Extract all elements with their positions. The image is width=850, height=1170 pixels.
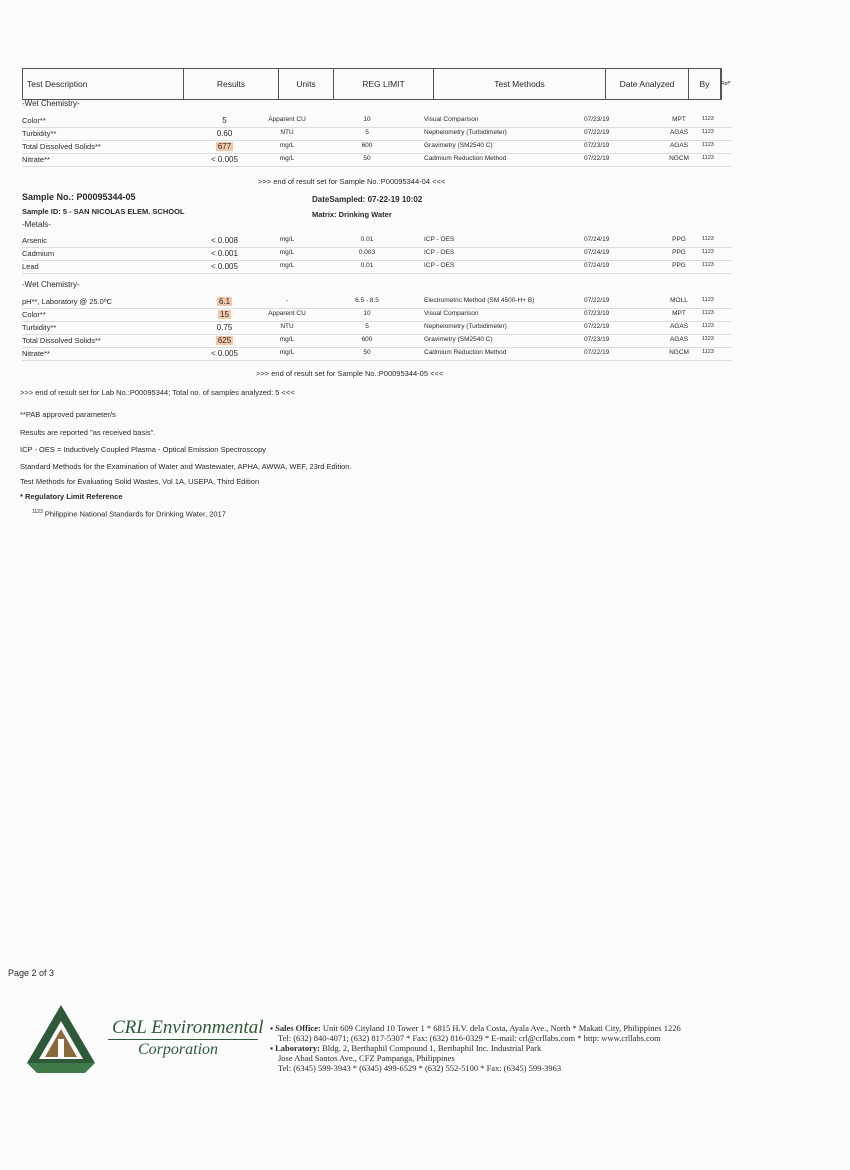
sales-address: Unit 609 Cityland 10 Tower 1 * 6815 H.V. dela Costa, Ayala Ave., North * Makati City, Philippines 1226 (322, 1023, 681, 1033)
cell-ref: 1123 (702, 129, 714, 135)
cell-result: < 0.001 (211, 249, 238, 258)
highlighted-result: 6.1 (218, 297, 231, 306)
col-reg-limit: REG LIMIT (333, 69, 433, 99)
cell-method: ICP - OES (424, 236, 455, 243)
cell-by: PPG (672, 262, 686, 269)
table-row (22, 234, 732, 248)
cell-ref: 1123 (702, 336, 714, 342)
crl-logo-icon (25, 1003, 97, 1075)
cell-ref: 1123 (702, 262, 714, 268)
cell-by: NGCM (669, 349, 689, 356)
cell-by: PPG (672, 249, 686, 256)
cell-by: AGAS (669, 129, 689, 136)
cell-test: Color** (22, 116, 46, 125)
cell-method: ICP - OES (424, 249, 455, 256)
date-sampled: DateSampled: 07-22-19 10:02 (312, 195, 423, 204)
col-by: By (688, 69, 720, 99)
table-row (22, 247, 732, 261)
cell-result (202, 297, 247, 306)
col-test-description: Test Description (27, 79, 88, 89)
section-metals: -Metals- (22, 220, 51, 229)
lab-address: Bldg. 2, Berthaphil Compound 1, Berthaphil Inc. Industrial Park (322, 1043, 542, 1053)
lab-label: Laboratory: (275, 1043, 320, 1053)
cell-method: Nephelometry (Turbidimeter) (424, 129, 507, 136)
lab-end-note: >>> end of result set for Lab No.:P00095344; Total no. of samples analyzed: 5 <<< (20, 388, 295, 397)
table-row (22, 140, 732, 154)
cell-result: 0.75 (216, 323, 233, 332)
col-test-methods: Test Methods (433, 69, 605, 99)
cell-date: 07/23/19 (584, 336, 610, 343)
cell-date: 07/22/19 (584, 323, 610, 330)
cell-ref: 1123 (702, 155, 714, 161)
lab-address2: Jose Abad Santos Ave., CFZ Pampanga, Philippines (278, 1053, 455, 1063)
cell-by: AGAS (669, 336, 689, 343)
cell-unit: mg/L (279, 155, 295, 162)
cell-unit: mg/L (279, 236, 295, 243)
cell-test: Nitrate** (22, 155, 50, 164)
cell-method: ICP - OES (424, 262, 455, 269)
sales-office-line: ▪ Sales Office: Unit 609 Cityland 10 Tower 1 * 6815 H.V. dela Costa, Ayala Ave., North * Makati City, Philippines 1226 (270, 1023, 681, 1033)
cell-unit: mg/L (279, 336, 295, 343)
cell-unit: Apparent CU (268, 310, 306, 317)
cell-date: 07/22/19 (584, 155, 610, 162)
note-icp: ICP - OES = Inductively Coupled Plasma - Optical Emission Spectroscopy (20, 445, 267, 454)
table-row (22, 347, 732, 361)
cell-test: Arsenic (22, 236, 48, 245)
col-ref: Ref* (720, 69, 723, 99)
cell-test: Color** (22, 310, 46, 319)
cell-date: 07/22/19 (584, 297, 610, 304)
cell-result: 5 (222, 116, 227, 125)
cell-method: Visual Comparison (424, 310, 479, 317)
col-units: Units (278, 69, 333, 99)
section-wet-chemistry-2: -Wet Chemistry- (22, 280, 80, 289)
cell-test: Cadmium (22, 249, 55, 258)
cell-reg: 5 (365, 129, 369, 136)
col-results: Results (183, 69, 278, 99)
cell-by: AGAS (669, 142, 689, 149)
table-row (22, 308, 732, 322)
cell-date: 07/24/19 (584, 249, 610, 256)
highlighted-result: 677 (217, 142, 232, 151)
reg-ref-line (32, 509, 226, 519)
cell-unit: NTU (280, 323, 294, 330)
cell-result: < 0.005 (211, 349, 238, 358)
cell-result (202, 310, 247, 319)
cell-method: Nephelometry (Turbidimeter) (424, 323, 507, 330)
cell-by: AGAS (669, 323, 689, 330)
logo-divider (108, 1039, 258, 1040)
cell-unit: mg/L (279, 249, 295, 256)
cell-result (202, 336, 247, 345)
col-date-analyzed: Date Analyzed (605, 69, 688, 99)
cell-method: Electrometric Method (SM 4500-H+ B) (424, 297, 535, 304)
cell-method: Gravimetry (SM2540 C) (424, 336, 493, 343)
cell-reg: 50 (363, 349, 371, 356)
cell-reg: 0.01 (360, 262, 374, 269)
cell-reg: 5 (365, 323, 369, 330)
reg-ref-title: * Regulatory Limit Reference (20, 492, 123, 501)
note-basis: Results are reported "as received basis". (20, 428, 156, 437)
cell-reg: 0.01 (360, 236, 374, 243)
cell-test: Total Dissolved Solids** (22, 336, 101, 345)
cell-ref: 1123 (702, 310, 714, 316)
end-note-04: >>> end of result set for Sample No.:P00095344-04 <<< (258, 177, 446, 186)
cell-reg: 50 (363, 155, 371, 162)
cell-test: pH**, Laboratory @ 25.0ºC (22, 297, 112, 306)
sample-no: Sample No.: P00095344-05 (22, 192, 136, 202)
cell-result: < 0.005 (211, 155, 238, 164)
cell-reg: 10 (363, 116, 371, 123)
cell-date: 07/23/19 (584, 142, 610, 149)
page-number: Page 2 of 3 (8, 968, 55, 978)
cell-ref: 1123 (702, 142, 714, 148)
matrix: Matrix: Drinking Water (312, 210, 392, 219)
cell-by: PPG (672, 236, 686, 243)
sales-tel: Tel: (632) 840-4071; (632) 817-5307 * Fax: (632) 816-0329 * E-mail: crl@crllabs.com * http: www.crllabs.com (278, 1033, 661, 1043)
footer-contacts (270, 1023, 770, 1073)
table-row (22, 334, 732, 348)
cell-reg: 6.5 - 8.5 (355, 297, 379, 304)
table-row (22, 295, 732, 309)
table-header (22, 68, 731, 100)
cell-reg: 600 (361, 142, 373, 149)
cell-ref: 1123 (702, 236, 714, 242)
table-row (22, 127, 732, 141)
cell-ref: 1123 (702, 249, 714, 255)
highlighted-result: 625 (217, 336, 232, 345)
cell-by: MOLL (670, 297, 688, 304)
cell-date: 07/22/19 (584, 129, 610, 136)
cell-date: 07/23/19 (584, 310, 610, 317)
cell-reg: 600 (361, 336, 373, 343)
cell-test: Turbidity** (22, 129, 57, 138)
cell-ref: 1123 (702, 116, 714, 122)
table-row (22, 321, 732, 335)
reg-ref-text: Philippine National Standards for Drinking Water, 2017 (44, 509, 226, 519)
sales-label: Sales Office: (275, 1023, 321, 1033)
cell-ref: 1123 (702, 323, 714, 329)
highlighted-result: 15 (220, 310, 229, 319)
cell-reg: 0.003 (358, 249, 376, 256)
cell-result: < 0.008 (211, 236, 238, 245)
cell-method: Cadmium Reduction Method (424, 155, 507, 162)
cell-date: 07/24/19 (584, 236, 610, 243)
cell-unit: mg/L (279, 349, 295, 356)
cell-method: Cadmium Reduction Method (424, 349, 507, 356)
sample-id: Sample ID: 5 - SAN NICOLAS ELEM. SCHOOL (22, 207, 185, 216)
cell-by: MPT (672, 116, 686, 123)
cell-method: Visual Comparison (424, 116, 479, 123)
cell-unit: mg/L (279, 142, 295, 149)
cell-test: Total Dissolved Solids** (22, 142, 101, 151)
cell-method: Gravimetry (SM2540 C) (424, 142, 493, 149)
cell-reg: 10 (363, 310, 371, 317)
company-name-line2: Corporation (138, 1041, 219, 1058)
table-row (22, 153, 732, 167)
cell-by: MPT (672, 310, 686, 317)
note-standard-methods: Standard Methods for the Examination of Water and Wastewater, APHA, AWWA, WEF, 23rd Edition. (20, 462, 352, 471)
cell-unit: mg/L (279, 262, 295, 269)
cell-unit: Apparent CU (268, 116, 306, 123)
end-note-05: >>> end of result set for Sample No.:P00095344-05 <<< (256, 369, 444, 378)
note-usepa: Test Methods for Evaluating Solid Wastes, Vol 1A, USEPA, Third Edition (20, 477, 260, 486)
cell-date: 07/22/19 (584, 349, 610, 356)
laboratory-line: ▪ Laboratory: Bldg. 2, Berthaphil Compound 1, Berthaphil Inc. Industrial Park (270, 1043, 542, 1053)
table-row (22, 114, 732, 128)
cell-test: Turbidity** (22, 323, 57, 332)
cell-test: Lead (22, 262, 39, 271)
cell-by: NGCM (669, 155, 689, 162)
cell-result: < 0.005 (211, 262, 238, 271)
cell-date: 07/23/19 (584, 116, 610, 123)
cell-result: 0.60 (216, 129, 233, 138)
cell-unit: - (285, 297, 289, 304)
cell-unit: NTU (280, 129, 294, 136)
cell-result (202, 142, 247, 151)
reg-ref-sup: 1123 (32, 509, 43, 515)
table-row (22, 260, 732, 274)
cell-ref: 1123 (702, 349, 714, 355)
cell-test: Nitrate** (22, 349, 50, 358)
lab-tel: Tel: (6345) 599-3943 * (6345) 499-6529 * (632) 552-5100 * Fax: (6345) 599-3963 (278, 1063, 562, 1073)
company-name-line1: CRL Environmental (112, 1017, 264, 1038)
cell-date: 07/24/19 (584, 262, 610, 269)
cell-ref: 1123 (702, 297, 714, 303)
section-wet-chemistry-1: -Wet Chemistry- (22, 99, 80, 108)
note-pab: **PAB approved parameter/s (20, 410, 116, 419)
